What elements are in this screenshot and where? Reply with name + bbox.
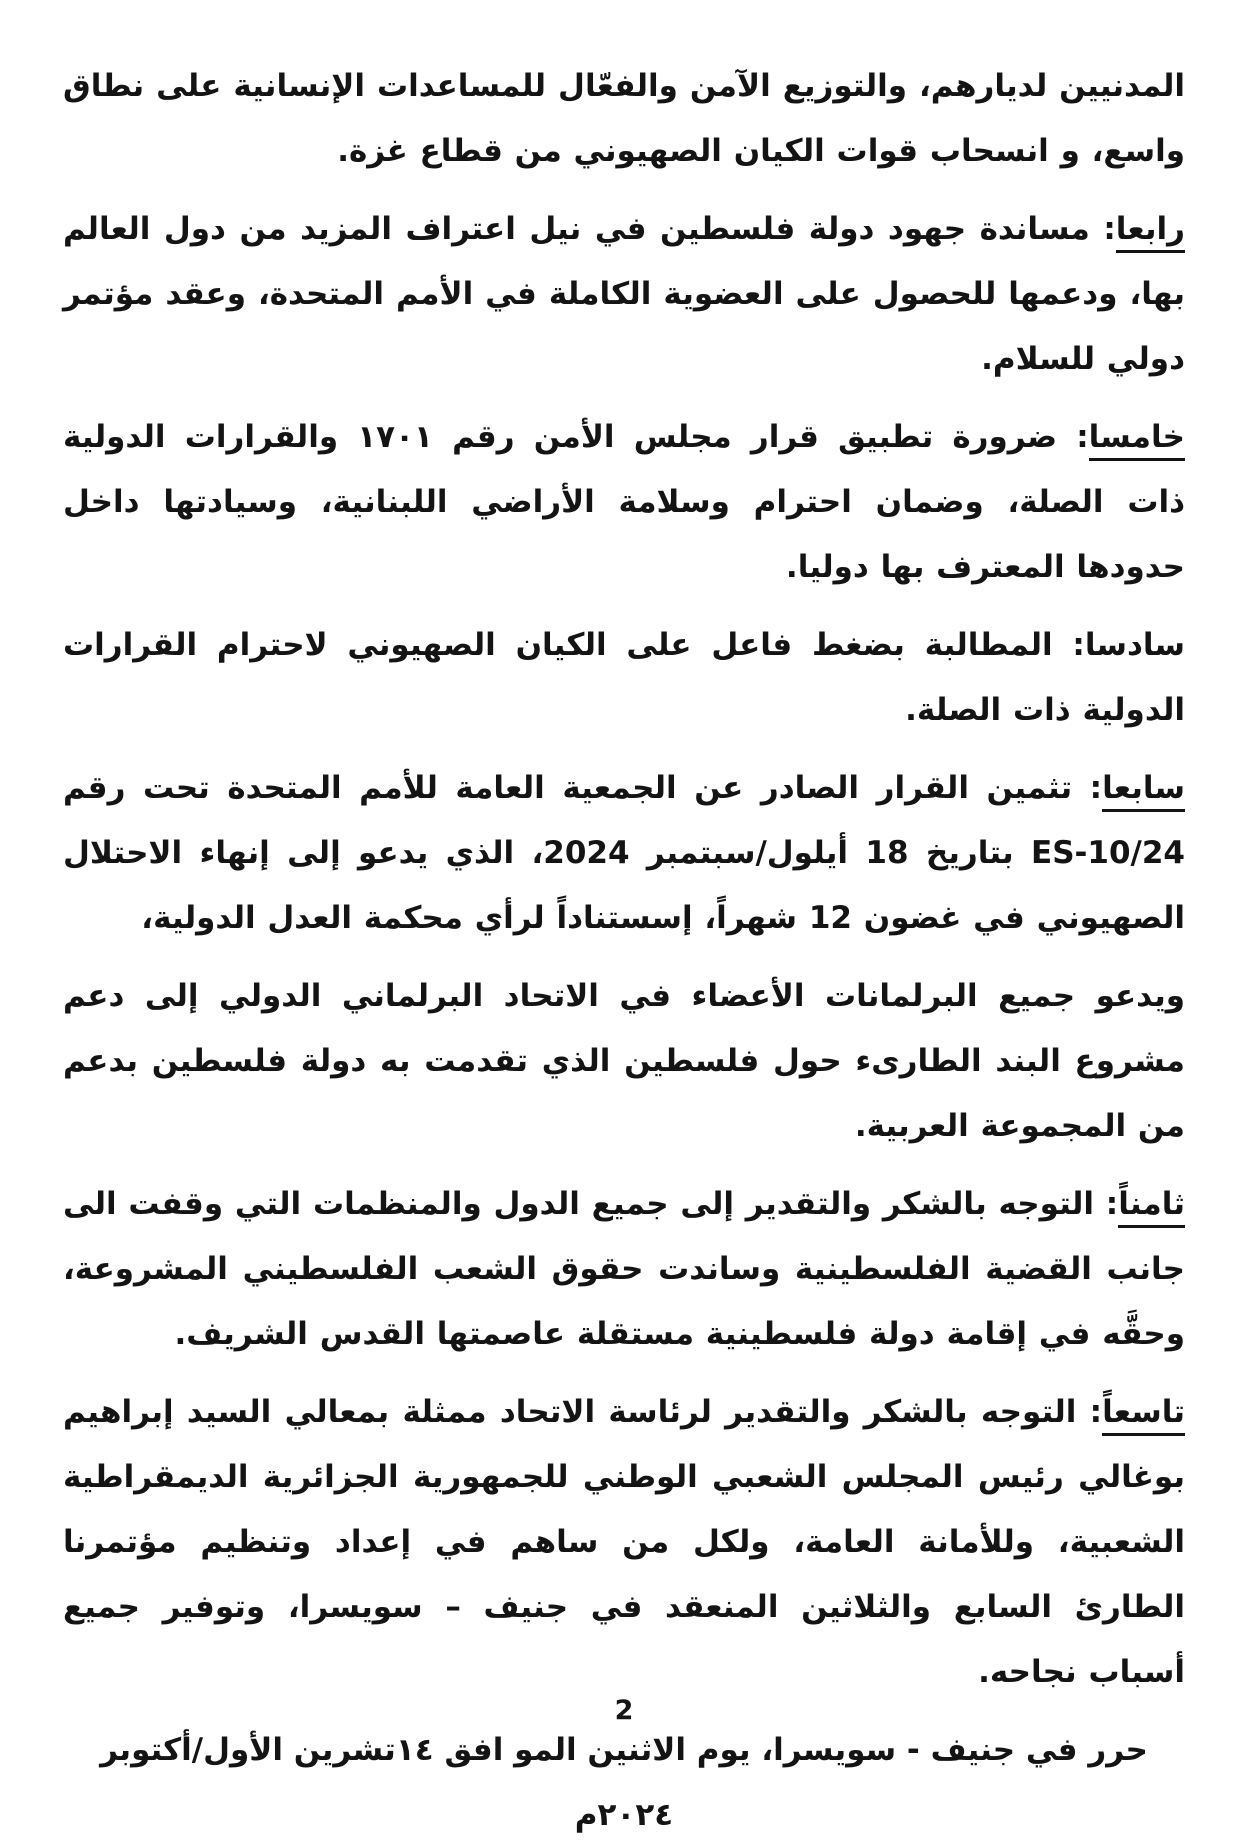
paragraph: ويدعو جميع البرلمانات الأعضاء في الاتحاد البرلماني الدولي إلى دعم مشروع البند الطارىء حول فلسطين الذي تقدمت به دولة فلسطين بدعم من المجموعة العربية. bbox=[63, 978, 1185, 1144]
paragraph: ثامناً: التوجه بالشكر والتقدير إلى جميع الدول والمنظمات التي وقفت الى جانب القضية الفلسطينية وساندت حقوق الشعب الفلسطيني المشروعة، وحقَّه في إقامة دولة فلسطينية مستقلة عاصمتها القدس الشريف. bbox=[62, 1186, 1185, 1352]
document-body bbox=[63, 54, 1185, 1848]
paragraph: خامسا: ضرورة تطبيق قرار مجلس الأمن رقم ١٧٠١ والقرارات الدولية ذات الصلة، وضمان احترام وسلامة الأراضي اللبنانية، وسيادتها داخل حدودها المعترف بها دوليا. bbox=[63, 419, 1185, 585]
paragraph: تاسعاً: التوجه بالشكر والتقدير لرئاسة الاتحاد ممثلة بمعالي السيد إبراهيم بوغالي رئيس المجلس الشعبي الوطني للجمهورية الجزائرية الديمقراطية الشعبية، وللأمانة العامة، ولكل من ساهم في إعداد وتنظيم مؤتمرنا الطارئ السابع والثلاثين المنعقد في جنيف – سويسرا، وتوفير جميع أسباب نجاحه. bbox=[63, 1394, 1185, 1690]
section-heading: تاسعاً bbox=[1102, 1394, 1185, 1436]
section-heading: سابعا bbox=[1102, 770, 1185, 812]
page-number: 2 bbox=[614, 1695, 634, 1726]
section-heading: سادسا bbox=[1084, 627, 1185, 663]
paragraph: المدنيين لديارهم، والتوزيع الآمن والفعّال للمساعدات الإنسانية على نطاق واسع، و انسحاب قوات الكيان الصهيوني من قطاع غزة. bbox=[63, 68, 1185, 169]
paragraph: سابعا: تثمين القرار الصادر عن الجمعية العامة للأمم المتحدة تحت رقم ES-10/24 بتاريخ 18 أيلول/سبتمبر 2024، الذي يدعو إلى إنهاء الاحتلال الصهيوني في غضون 12 شهراً، إسستناداً لرأي محكمة العدل الدولية، bbox=[63, 770, 1185, 936]
closing-date-line: حرر في جنيف - سويسرا، يوم الاثنين المو افق ١٤تشرين الأول/أكتوبر ٢٠٢٤م bbox=[100, 1732, 1148, 1833]
section-heading: خامسا bbox=[1089, 419, 1185, 461]
section-heading: ثامناً bbox=[1118, 1186, 1185, 1228]
paragraphs bbox=[63, 54, 1185, 1705]
paragraph: سادسا: المطالبة بضغط فاعل على الكيان الصهيوني لاحترام القرارات الدولية ذات الصلة. bbox=[63, 627, 1185, 728]
paragraph: رابعا: مساندة جهود دولة فلسطين في نيل اعتراف المزيد من دول العالم بها، ودعمها للحصول على العضوية الكاملة في الأمم المتحدة، وعقد مؤتمر دولي للسلام. bbox=[63, 211, 1185, 377]
section-heading: رابعا bbox=[1116, 211, 1185, 253]
